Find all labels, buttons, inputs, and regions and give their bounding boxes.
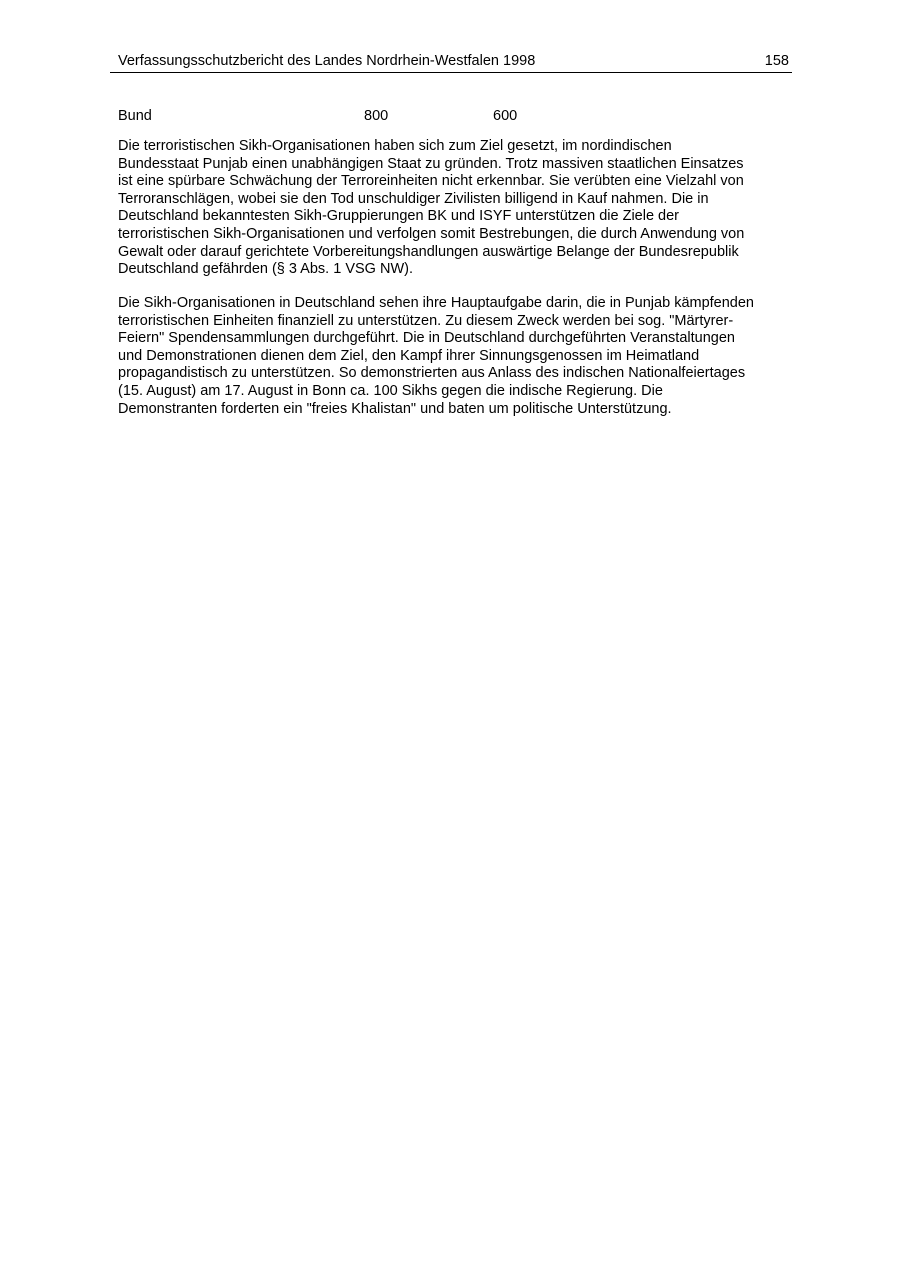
page-header xyxy=(110,52,792,73)
text-line: propagandistisch zu unterstützen. So demonstrierten aus Anlass des indischen Nationalfeiertages xyxy=(118,365,746,382)
text-line: ist eine spürbare Schwächung der Terroreinheiten nicht erkennbar. Sie verübten eine Vielzahl von xyxy=(118,173,744,190)
text-line: Terroranschlägen, wobei sie den Tod unschuldiger Zivilisten billigend in Kauf nahmen. Die in xyxy=(118,190,709,207)
text-line: Bundesstaat Punjab einen unabhängigen Staat zu gründen. Trotz massiven staatlichen Einsatzes xyxy=(118,155,744,172)
paragraph-terrorist-organisations xyxy=(118,138,790,279)
text-line: terroristischen Sikh-Organisationen und verfolgen somit Bestrebungen, die durch Anwendung von xyxy=(118,225,745,242)
text-line: Die Sikh-Organisationen in Deutschland sehen ihre Hauptaufgabe darin, die in Punjab kämpfenden xyxy=(118,295,754,311)
text-line: Deutschland gefährden (§ 3 Abs. 1 VSG NW). xyxy=(118,261,413,278)
text-line: (15. August) am 17. August in Bonn ca. 100 Sikhs gegen die indische Regierung. Die xyxy=(118,382,663,399)
text-line: Demonstranten forderten ein "freies Khalistan" und baten um politische Unterstützung. xyxy=(118,400,672,417)
membership-table-row xyxy=(118,107,618,125)
text-line: Gewalt oder darauf gerichtete Vorbereitungshandlungen auswärtige Belange der Bundesrepublik xyxy=(118,243,739,260)
text-line: terroristischen Einheiten finanziell zu unterstützen. Zu diesem Zweck werden bei sog. "Märtyrer- xyxy=(118,312,734,329)
row-value-2: 600 xyxy=(493,108,518,124)
text-line: Deutschland bekanntesten Sikh-Gruppierungen BK und ISYF unterstützen die Ziele der xyxy=(118,208,680,225)
report-title: Verfassungsschutzbericht des Landes Nordrhein-Westfalen 1998 xyxy=(118,53,536,69)
paragraph-activities-in-germany xyxy=(118,295,790,418)
row-label: Bund xyxy=(118,108,152,124)
text-line: Feiern" Spendensammlungen durchgeführt. Die in Deutschland durchgeführten Veranstaltungen xyxy=(118,330,735,347)
text-line: Die terroristischen Sikh-Organisationen haben sich zum Ziel gesetzt, im nordindischen xyxy=(118,138,672,154)
text-line: und Demonstrationen dienen dem Ziel, den Kampf ihrer Sinnungsgenossen im Heimatland xyxy=(118,347,700,364)
page-number: 158 xyxy=(764,53,789,69)
row-value-1: 800 xyxy=(364,108,389,124)
